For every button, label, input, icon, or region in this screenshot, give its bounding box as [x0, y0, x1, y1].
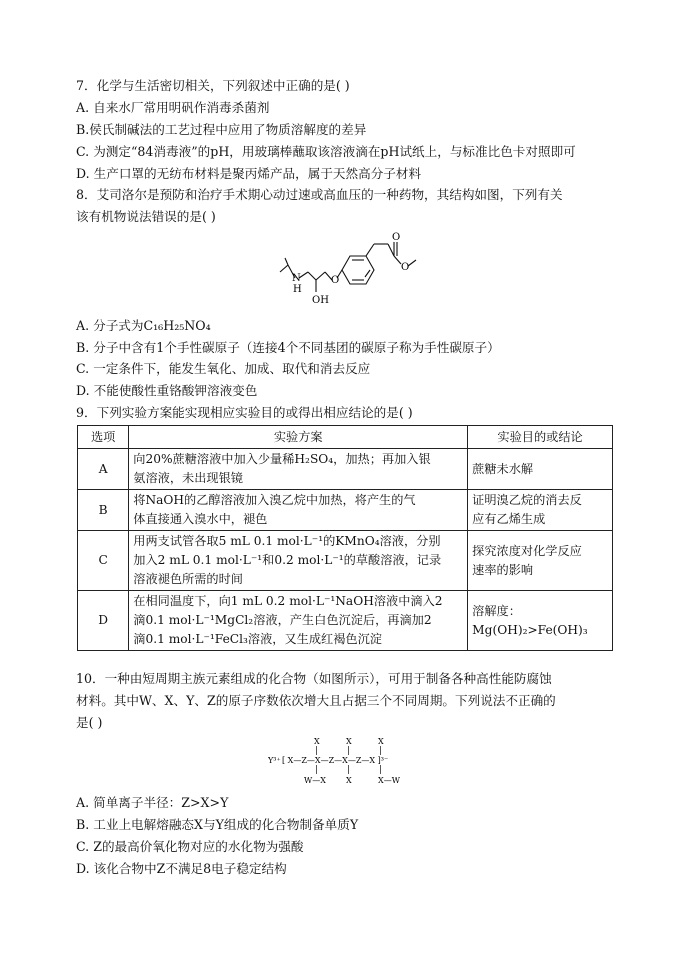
formula-top-x1: X [314, 737, 320, 746]
goal-line: 证明溴乙烷的消去反 [472, 493, 582, 507]
structure-atom-o-ester: O [401, 262, 410, 273]
formula-top-x3: X [378, 737, 384, 746]
plan-line: 氨溶液，未出现银镜 [133, 471, 243, 485]
q10-option-c: C. Z的最高价氧化物对应的水化物为强酸 [76, 839, 304, 854]
esmolol-structure [270, 230, 430, 312]
formula-top-x2: X [346, 737, 352, 746]
q8-option-a: A. 分子式为C₁₆H₂₅NO₄ [76, 318, 211, 333]
plan-line: 将NaOH的乙醇溶液加入溴乙烷中加热，将产生的气 [133, 493, 416, 507]
experiment-table [77, 425, 613, 651]
q7-stem: 7．化学与生活密切相关，下列叙述中正确的是( ) [76, 78, 350, 93]
plan-line: 溶液褪色所需的时间 [133, 572, 243, 586]
formula-cation: Y³⁺ [268, 756, 281, 765]
plan-line: 用两支试管各取5 mL 0.1 mol·L⁻¹的KMnO₄溶液，分别 [133, 534, 441, 548]
formula-anion-chain: [ X—Z—X—Z—X—Z—X ]³⁻ [282, 756, 389, 765]
row-goal [468, 490, 613, 531]
header-plan: 实验方案 [129, 426, 468, 449]
goal-line: 速率的影响 [472, 562, 534, 577]
q8-option-b: B. 分子中含有1个手性碳原子（连接4个不同基团的碳原子称为手性碳原子） [76, 340, 500, 355]
plan-line: 在相同温度下，向1 mL 0.2 mol·L⁻¹NaOH溶液中滴入2 [133, 594, 443, 608]
row-plan [129, 490, 468, 531]
q7-option-a: A. 自来水厂常用明矾作消毒杀菌剂 [76, 100, 270, 115]
row-plan [129, 449, 468, 490]
plan-line: 加入2 mL 0.1 mol·L⁻¹和0.2 mol·L⁻¹的草酸溶液，记录 [133, 553, 442, 567]
structure-atom-o-carbonyl: O [392, 232, 401, 243]
compound-structure-formula [268, 735, 438, 791]
table-row [78, 449, 613, 490]
header-option: 选项 [78, 426, 129, 449]
row-option: B [78, 490, 129, 531]
row-goal [468, 449, 613, 490]
goal-line: 应有乙烯生成 [472, 512, 546, 526]
row-goal [468, 531, 613, 591]
table-row [78, 490, 613, 531]
plan-line: 体直接通入溴水中，褪色 [133, 512, 268, 526]
goal-line: 溶解度： [472, 603, 521, 618]
table-row [78, 591, 613, 651]
header-goal: 实验目的或结论 [468, 426, 613, 449]
plan-line: 向20%蔗糖溶液中加入少量稀H₂SO₄，加热；再加入银 [133, 452, 431, 466]
q8-stem-line1: 8．艾司洛尔是预防和治疗手术期心动过速或高血压的一种药物，其结构如图，下列有关 [76, 187, 563, 202]
plan-line: 滴0.1 mol·L⁻¹MgCl₂溶液，产生白色沉淀后，再滴加2 [133, 613, 432, 627]
q10-option-b: B. 工业上电解熔融态X与Y组成的化合物制备单质Y [76, 817, 359, 832]
q10-stem-line1: 10．一种由短周期主族元素组成的化合物（如图所示），可用于制备各种高性能防腐蚀 [76, 671, 552, 686]
structure-atom-o-ether: O [331, 275, 340, 286]
formula-bottom-left: W—X [304, 776, 326, 785]
structure-atom-n: N [292, 273, 301, 284]
q7-option-c: C. 为测定“84消毒液”的pH，用玻璃棒蘸取该溶液滴在pH试纸上，与标准比色卡对照即可 [76, 144, 576, 159]
goal-line: 蔗糖未水解 [472, 461, 534, 476]
row-option: D [78, 591, 129, 651]
row-option: C [78, 531, 129, 591]
goal-line: Mg(OH)₂>Fe(OH)₃ [472, 622, 588, 637]
goal-line: 探究浓度对化学反应 [472, 543, 582, 558]
q10-option-a: A. 简单离子半径：Z>X>Y [76, 795, 229, 810]
structure-atom-h: H [293, 284, 302, 295]
q10-option-d: D. 该化合物中Z不满足8电子稳定结构 [76, 861, 287, 876]
row-option: A [78, 449, 129, 490]
q8-option-d: D. 不能使酸性重铬酸钾溶液变色 [76, 383, 258, 398]
table-row [78, 531, 613, 591]
q8-stem-line2: 该有机物说法错误的是( ) [76, 209, 216, 224]
q7-option-b: B.侯氏制碱法的工艺过程中应用了物质溶解度的差异 [76, 122, 367, 137]
q10-stem-line2: 材料。其中W、X、Y、Z的原子序数依次增大且占据三个不同周期。下列说法不正确的 [76, 693, 556, 708]
row-goal [468, 591, 613, 651]
q8-option-c: C. 一定条件下，能发生氧化、加成、取代和消去反应 [76, 361, 371, 376]
row-plan [129, 591, 468, 651]
row-plan [129, 531, 468, 591]
formula-bottom-right: X—W [378, 776, 400, 785]
table-header-row [78, 426, 613, 449]
q10-stem-line3: 是( ) [76, 715, 103, 730]
q9-stem: 9．下列实验方案能实现相应实验目的或得出相应结论的是( ) [76, 405, 413, 420]
q7-option-d: D. 生产口罩的无纺布材料是聚丙烯产品，属于天然高分子材料 [76, 166, 422, 181]
structure-group-oh: OH [312, 295, 329, 306]
plan-line: 滴0.1 mol·L⁻¹FeCl₃溶液，又生成红褐色沉淀 [133, 632, 382, 646]
formula-bottom-middle: X [346, 776, 352, 785]
